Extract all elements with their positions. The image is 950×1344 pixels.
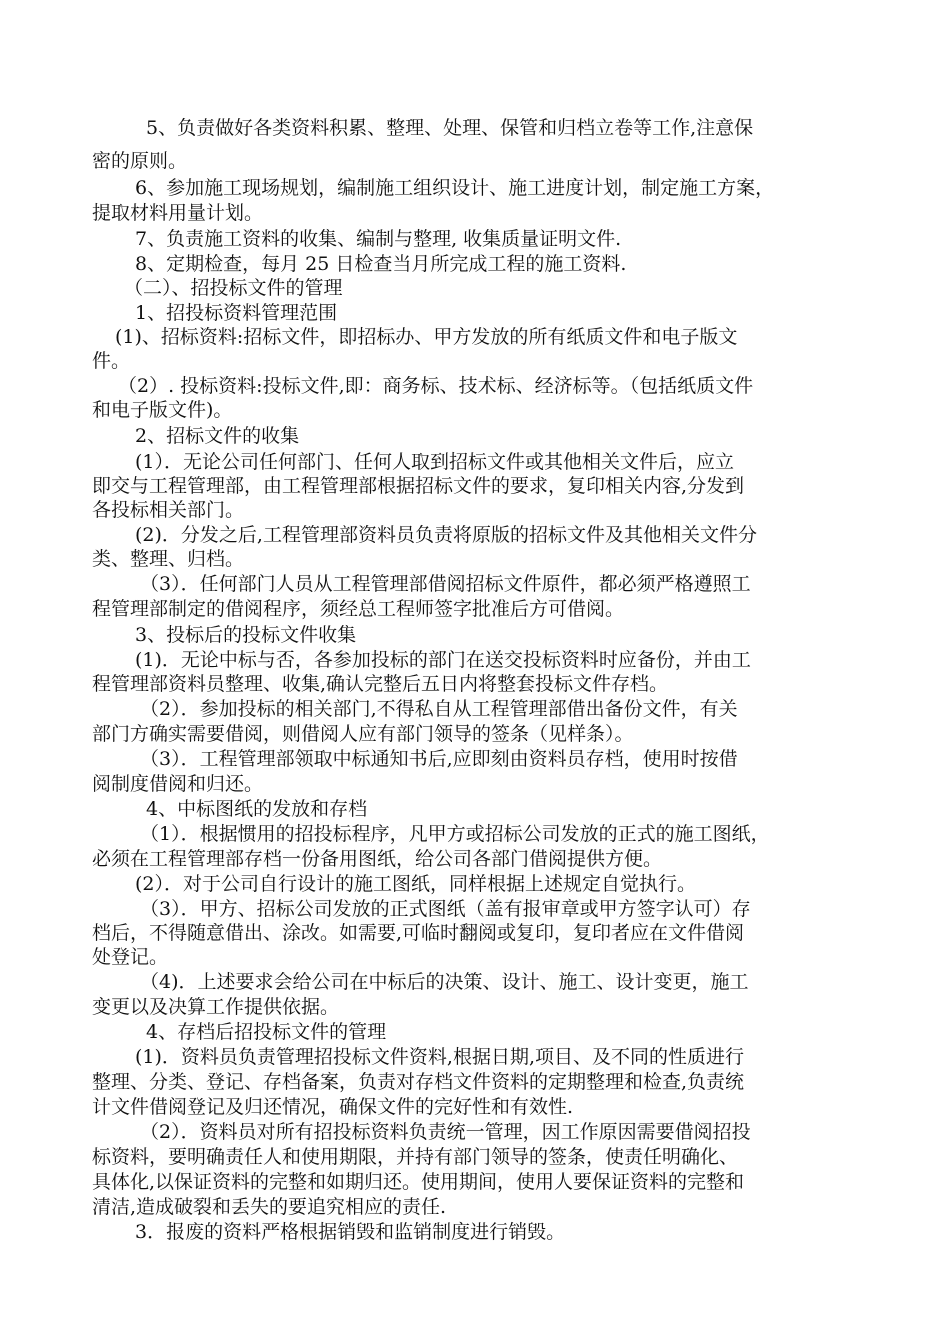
subsection-heading: 4、存档后招投标文件的管理 xyxy=(146,1021,387,1043)
text-line: 部门方确实需要借阅，则借阅人应有部门领导的签条（见样条）。 xyxy=(92,723,634,745)
text-line: （4)．上述要求会给公司在中标后的决策、设计、施工、设计变更，施工 xyxy=(140,971,749,993)
text-line: 具体化,以保证资料的完整和如期归还。使用期间，使用人要保证资料的完整和 xyxy=(92,1171,745,1193)
text-line: 程管理部资料员整理、收集,确认完整后五日内将整套投标文件存档。 xyxy=(92,673,669,695)
text-line: （1）．根据惯用的招投标程序，凡甲方或招标公司发放的正式的施工图纸， xyxy=(140,823,770,845)
text-line: (1）．无论公司任何部门、任何人取到招标文件或其他相关文件后，应立 xyxy=(135,451,735,473)
text-line: 密的原则。 xyxy=(92,150,188,172)
text-line: (2）．对于公司自行设计的施工图纸，同样根据上述规定自觉执行。 xyxy=(135,873,697,895)
text-line: 必须在工程管理部存档一份备用图纸，给公司各部门借阅提供方便。 xyxy=(92,848,663,870)
text-line: (1)．资料员负责管理招投标文件资料,根据日期,项目、及不同的性质进行 xyxy=(135,1046,744,1068)
text-line: 变更以及决算工作提供依据。 xyxy=(92,996,340,1018)
text-line: 阅制度借阅和归还。 xyxy=(92,773,264,795)
text-line: 各投标相关部门。 xyxy=(92,499,245,521)
text-line: (1)、招标资料:招标文件，即招标办、甲方发放的所有纸质文件和电子版文 xyxy=(115,326,738,348)
text-line: 标资料，要明确责任人和使用期限，并持有部门领导的签条，使责任明确化、 xyxy=(92,1146,739,1168)
text-line: 7、负责施工资料的收集、编制与整理, 收集质量证明文件. xyxy=(135,228,622,250)
text-line: 档后，不得随意借出、涂改。如需要,可临时翻阅或复印，复印者应在文件借阅 xyxy=(92,922,745,944)
text-line: 清洁,造成破裂和丢失的要追究相应的责任. xyxy=(92,1196,447,1218)
text-line: 3．报废的资料严格根据销毁和监销制度进行销毁。 xyxy=(135,1221,566,1243)
text-line: （2）．参加投标的相关部门,不得私自从工程管理部借出备份文件，有关 xyxy=(140,698,738,720)
subsection-heading: 1、招投标资料管理范围 xyxy=(135,302,338,324)
text-line: 件。 xyxy=(92,350,131,372)
subsection-heading: 3、投标后的投标文件收集 xyxy=(135,624,357,646)
text-line: （3）．甲方、招标公司发放的正式图纸（盖有报审章或甲方签字认可）存 xyxy=(140,898,751,920)
text-line: 处登记。 xyxy=(92,946,169,968)
text-line: （3）．工程管理部领取中标通知书后,应即刻由资料员存档，使用时按借 xyxy=(140,748,738,770)
text-line: （2）. 投标资料:投标文件,即：商务标、技术标、经济标等。（包括纸质文件 xyxy=(118,375,754,397)
text-line: (2)．分发之后,工程管理部资料员负责将原版的招标文件及其他相关文件分 xyxy=(135,524,757,546)
subsection-heading: 4、中标图纸的发放和存档 xyxy=(146,798,368,820)
text-line: (1)．无论中标与否，各参加投标的部门在送交投标资料时应备份，并由工 xyxy=(135,649,751,671)
text-line: 6、参加施工现场规划，编制施工组织设计、施工进度计划，制定施工方案， xyxy=(135,177,775,199)
text-line: （3）．任何部门人员从工程管理部借阅招标文件原件，都必须严格遵照工 xyxy=(140,573,751,595)
text-line: 5、负责做好各类资料积累、整理、处理、保管和归档立卷等工作,注意保 xyxy=(146,117,754,139)
text-line: 和电子版文件)。 xyxy=(92,399,233,421)
section-heading: （二）、招投标文件的管理 xyxy=(124,277,343,299)
text-line: 8、定期检查，每月 25 日检查当月所完成工程的施工资料. xyxy=(135,253,627,275)
text-line: （2）．资料员对所有招投标资料负责统一管理，因工作原因需要借阅招投 xyxy=(140,1121,751,1143)
text-line: 提取材料用量计划。 xyxy=(92,202,264,224)
text-line: 类、整理、归档。 xyxy=(92,548,245,570)
text-line: 整理、分类、登记、存档备案，负责对存档文件资料的定期整理和检查,负责统 xyxy=(92,1071,745,1093)
text-line: 即交与工程管理部，由工程管理部根据招标文件的要求，复印相关内容,分发到 xyxy=(92,475,745,497)
text-line: 程管理部制定的借阅程序，须经总工程师签字批准后方可借阅。 xyxy=(92,598,625,620)
subsection-heading: 2、招标文件的收集 xyxy=(135,425,300,447)
text-line: 计文件借阅登记及归还情况，确保文件的完好性和有效性. xyxy=(92,1096,574,1118)
